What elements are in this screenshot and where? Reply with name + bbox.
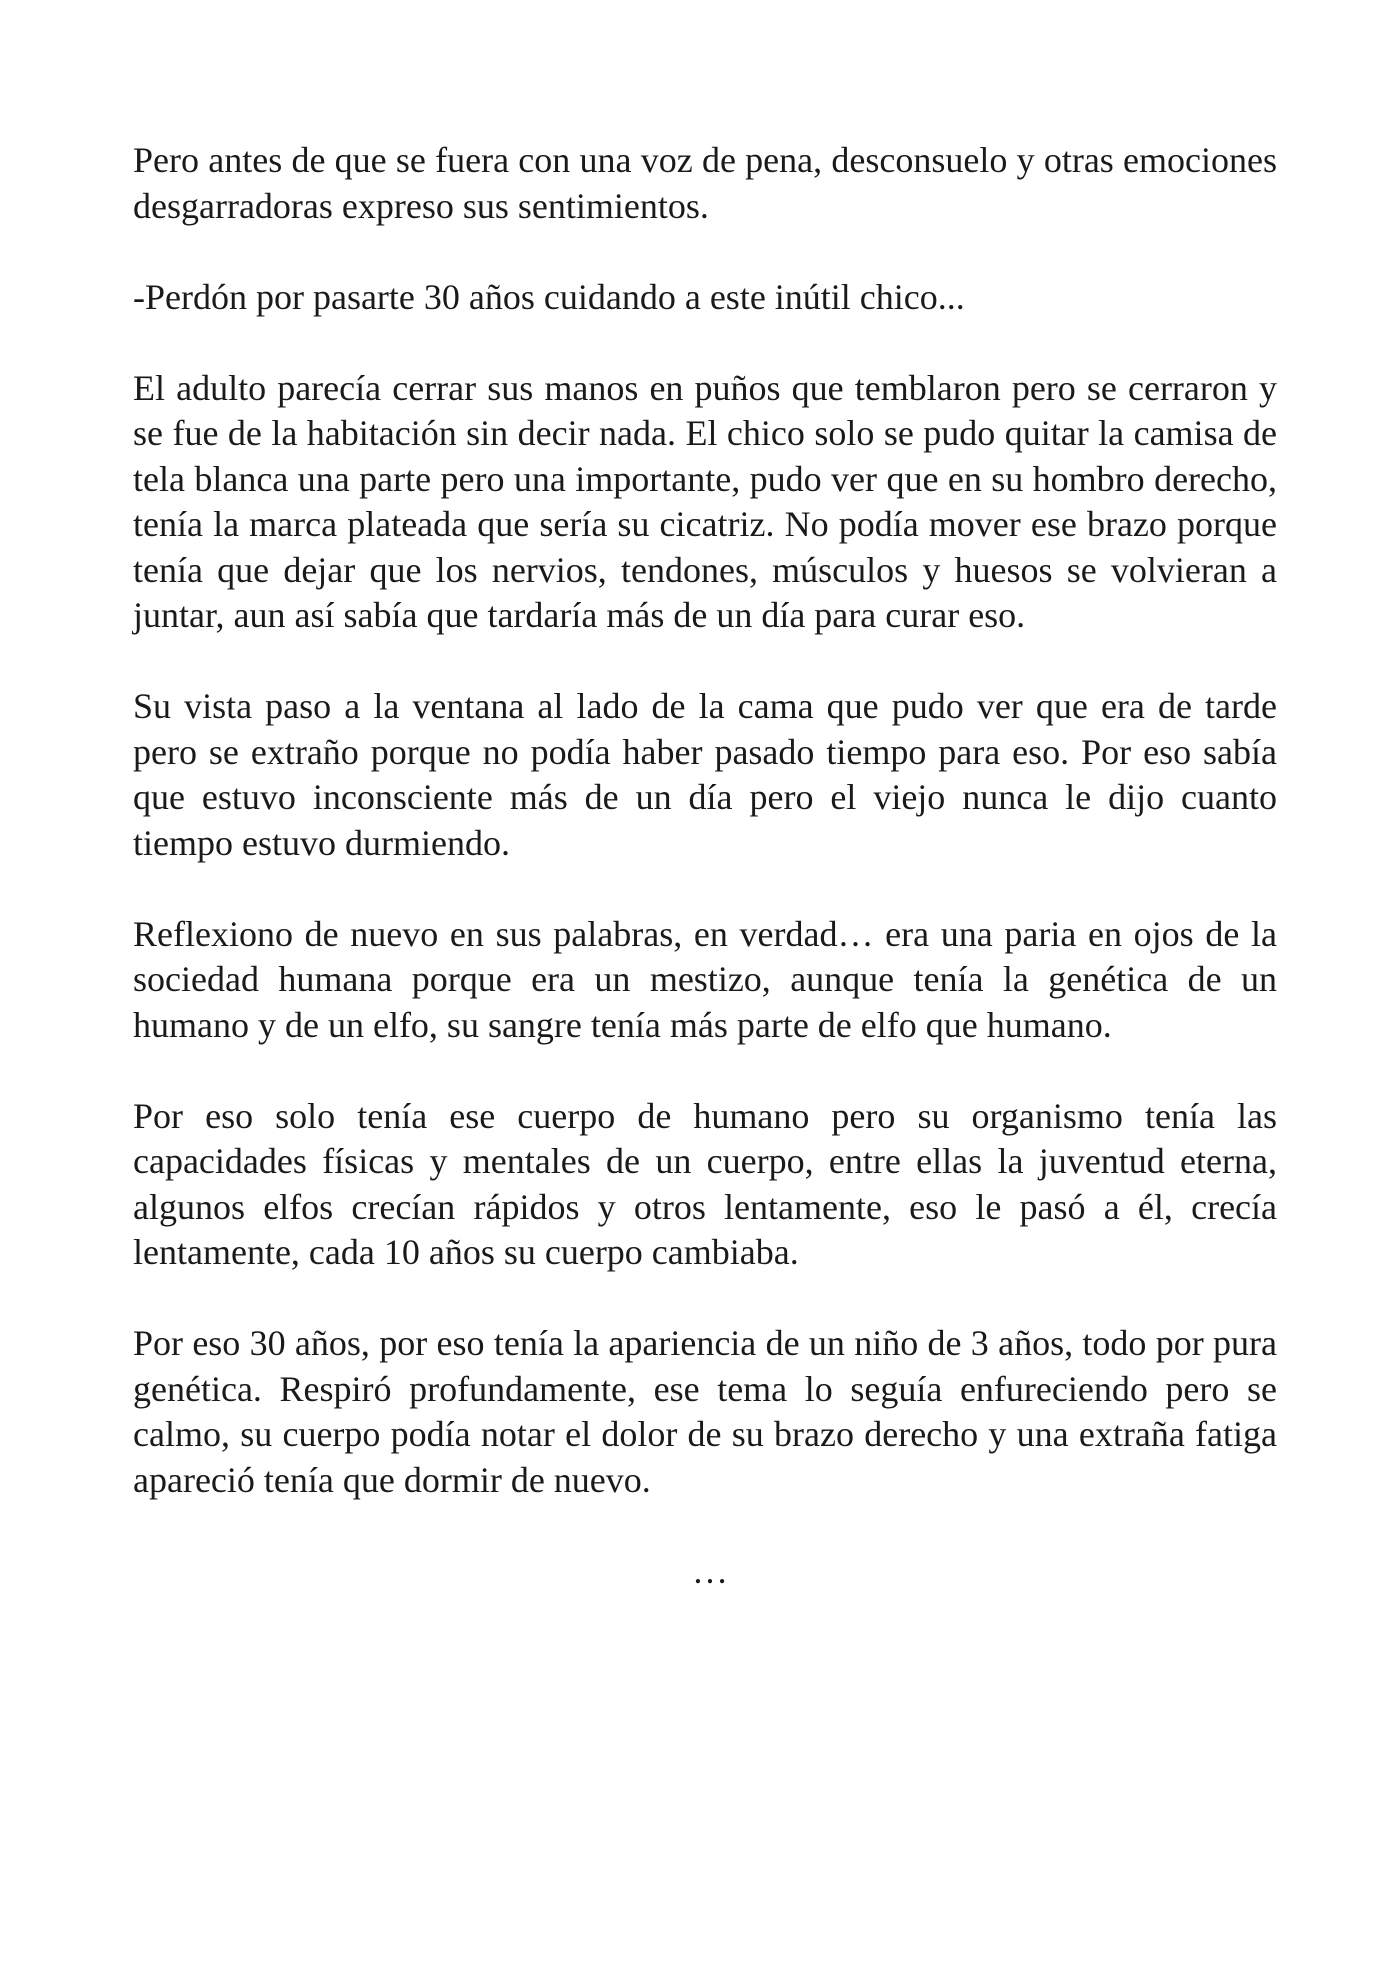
- section-break: …: [692, 1551, 728, 1591]
- paragraph: Su vista paso a la ventana al lado de la cama que pudo ver que era de tarde pero se extraño porque no podía haber pasado tiempo para eso. Por eso sabía que estuvo inconsciente más de un día pero el viejo nunca le dijo cuanto tiempo estuvo durmiendo.: [133, 686, 1277, 863]
- paragraph: Por eso 30 años, por eso tenía la apariencia de un niño de 3 años, todo por pura genética. Respiró profundamente, ese tema lo seguía enfureciendo pero se calmo, su cuerpo podía notar el dolor de su brazo derecho y una extraña fatiga apareció tenía que dormir de nuevo.: [133, 1323, 1277, 1500]
- paragraph: -Perdón por pasarte 30 años cuidando a este inútil chico...: [133, 276, 965, 317]
- paragraph: El adulto parecía cerrar sus manos en puños que temblaron pero se cerraron y se fue de la habitación sin decir nada. El chico solo se pudo quitar la camisa de tela blanca una parte pero una importante, pudo ver que en su hombro derecho, tenía la marca plateada que sería su cicatriz. No podía mover ese brazo porque tenía que dejar que los nervios, tendones, músculos y huesos se volvieran a juntar, aun así sabía que tardaría más de un día para curar eso.: [133, 367, 1277, 635]
- paragraph: Pero antes de que se fuera con una voz de pena, desconsuelo y otras emociones desgarradoras expreso sus sentimientos.: [133, 140, 1277, 226]
- paragraph: Reflexiono de nuevo en sus palabras, en verdad… era una paria en ojos de la sociedad humana porque era un mestizo, aunque tenía la genética de un humano y de un elfo, su sangre tenía más parte de elfo que humano.: [133, 913, 1277, 1045]
- paragraph: Por eso solo tenía ese cuerpo de humano pero su organismo tenía las capacidades físicas y mentales de un cuerpo, entre ellas la juventud eterna, algunos elfos crecían rápidos y otros lentamente, eso le pasó a él, crecía lentamente, cada 10 años su cuerpo cambiaba.: [133, 1095, 1277, 1272]
- document-body: [133, 138, 1277, 1503]
